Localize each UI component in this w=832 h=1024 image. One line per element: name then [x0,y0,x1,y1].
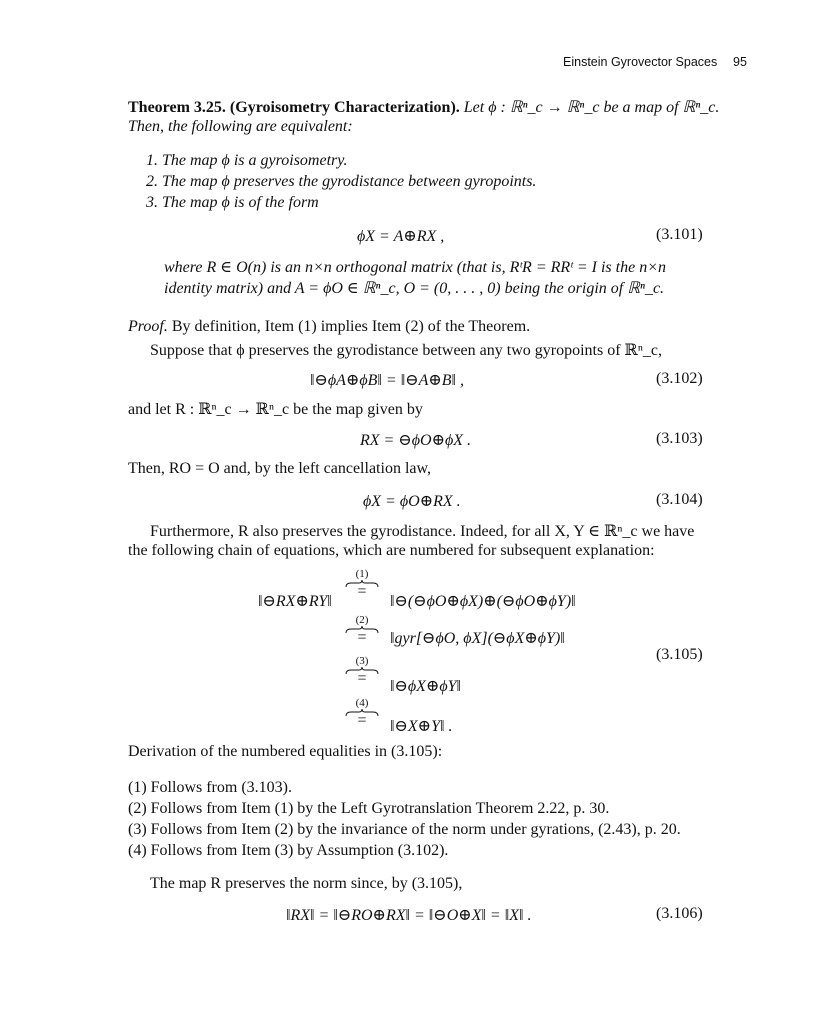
proof-paragraph-6: the following chain of equations, which are numbered for subsequent explanation: [128,542,655,559]
chain-step-2-rhs: ‖gyr[⊖ϕO, ϕX](⊖ϕX⊕ϕY)‖ [390,630,565,647]
chain-step-1-rhs: ‖⊖(⊖ϕO⊕ϕX)⊕(⊖ϕO⊕ϕY)‖ [390,593,576,610]
equation-3-101: ϕX = A⊕RX , [357,228,445,245]
equation-3-104: ϕX = ϕO⊕RX . [363,493,461,510]
theorem-item-2: 2. The map ϕ preserves the gyrodistance between gyropoints. [146,173,537,190]
equation-3-103: RX = ⊖ϕO⊕ϕX . [360,432,472,449]
equals-sign [345,672,379,686]
proof-paragraph-2: Suppose that ϕ preserves the gyrodistance between any two gyropoints of ℝⁿ_c, [150,342,662,359]
theorem-intro: Let ϕ : ℝⁿ_c → ℝⁿ_c be a map of ℝⁿ_c. [463,99,720,116]
page-number: 95 [733,55,747,69]
derivation-heading: Derivation of the numbered equalities in (3.105): [128,743,443,760]
closing-paragraph: The map R preserves the norm since, by (3.105), [150,875,463,892]
chain-step-1-over [345,568,379,599]
chain-step-2-label: (2) [355,614,369,626]
running-title: Einstein Gyrovector Spaces [563,55,718,69]
equation-number-3-101: (3.101) [656,226,703,243]
derivation-item-1: (1) Follows from (3.103). [128,779,292,796]
theorem-where-line-2: identity matrix) and A = ϕO ∈ ℝⁿ_c, O = (0, . . . , 0) being the origin of ℝⁿ_c. [164,280,665,297]
theorem-intro-continued: Then, the following are equivalent: [128,118,353,135]
proof-paragraph-5: Furthermore, R also preserves the gyrodistance. Indeed, for all X, Y ∈ ℝⁿ_c we have [150,523,695,540]
equals-sign [345,631,379,645]
derivation-item-4: (4) Follows from Item (3) by Assumption (3.102). [128,842,449,859]
proof-paragraph-4: Then, RO = O and, by the left cancellation law, [128,460,431,477]
equation-number-3-105: (3.105) [656,646,703,663]
equals-sign [345,585,379,599]
theorem-where-line-1: where R ∈ O(n) is an n×n orthogonal matrix (that is, RᵗR = RRᵗ = I is the n×n [164,259,666,276]
chain-step-4-label: (4) [355,697,369,709]
equation-3-102: ‖⊖ϕA⊕ϕB‖ = ‖⊖A⊕B‖ , [310,372,465,389]
derivation-item-2: (2) Follows from Item (1) by the Left Gyrotranslation Theorem 2.22, p. 30. [128,800,610,817]
proof-paragraph-3: and let R : ℝⁿ_c → ℝⁿ_c be the map given by [128,401,423,418]
proof-first-line [128,318,530,336]
chain-step-3-rhs: ‖⊖ϕX⊕ϕY‖ [390,678,462,695]
equation-number-3-102: (3.102) [656,370,703,387]
chain-step-2-over [345,614,379,645]
chain-step-3-label: (3) [355,655,369,667]
derivation-item-3: (3) Follows from Item (2) by the invariance of the norm under gyrations, (2.43), p. 20. [128,821,681,838]
proof-paragraph-1: By definition, Item (1) implies Item (2) of the Theorem. [171,318,531,335]
chain-step-1-label: (1) [355,568,369,580]
theorem-label: Theorem 3.25. (Gyroisometry Characterization). [128,99,460,116]
theorem-item-3: 3. The map ϕ is of the form [146,194,319,211]
equation-number-3-103: (3.103) [656,430,703,447]
equation-3-106: ‖RX‖ = ‖⊖RO⊕RX‖ = ‖⊖O⊕X‖ = ‖X‖ . [286,907,532,924]
chain-step-4-over [345,697,379,728]
theorem-first-line [128,97,719,117]
equation-number-3-104: (3.104) [656,491,703,508]
proof-label: Proof. [128,318,168,335]
chain-lhs: ‖⊖RX⊕RY‖ [258,593,332,610]
chain-step-4-rhs: ‖⊖X⊕Y‖ . [390,718,453,735]
theorem-item-1: 1. The map ϕ is a gyroisometry. [146,152,348,169]
equation-number-3-106: (3.106) [656,905,703,922]
chain-step-3-over [345,655,379,686]
equals-sign [345,714,379,728]
